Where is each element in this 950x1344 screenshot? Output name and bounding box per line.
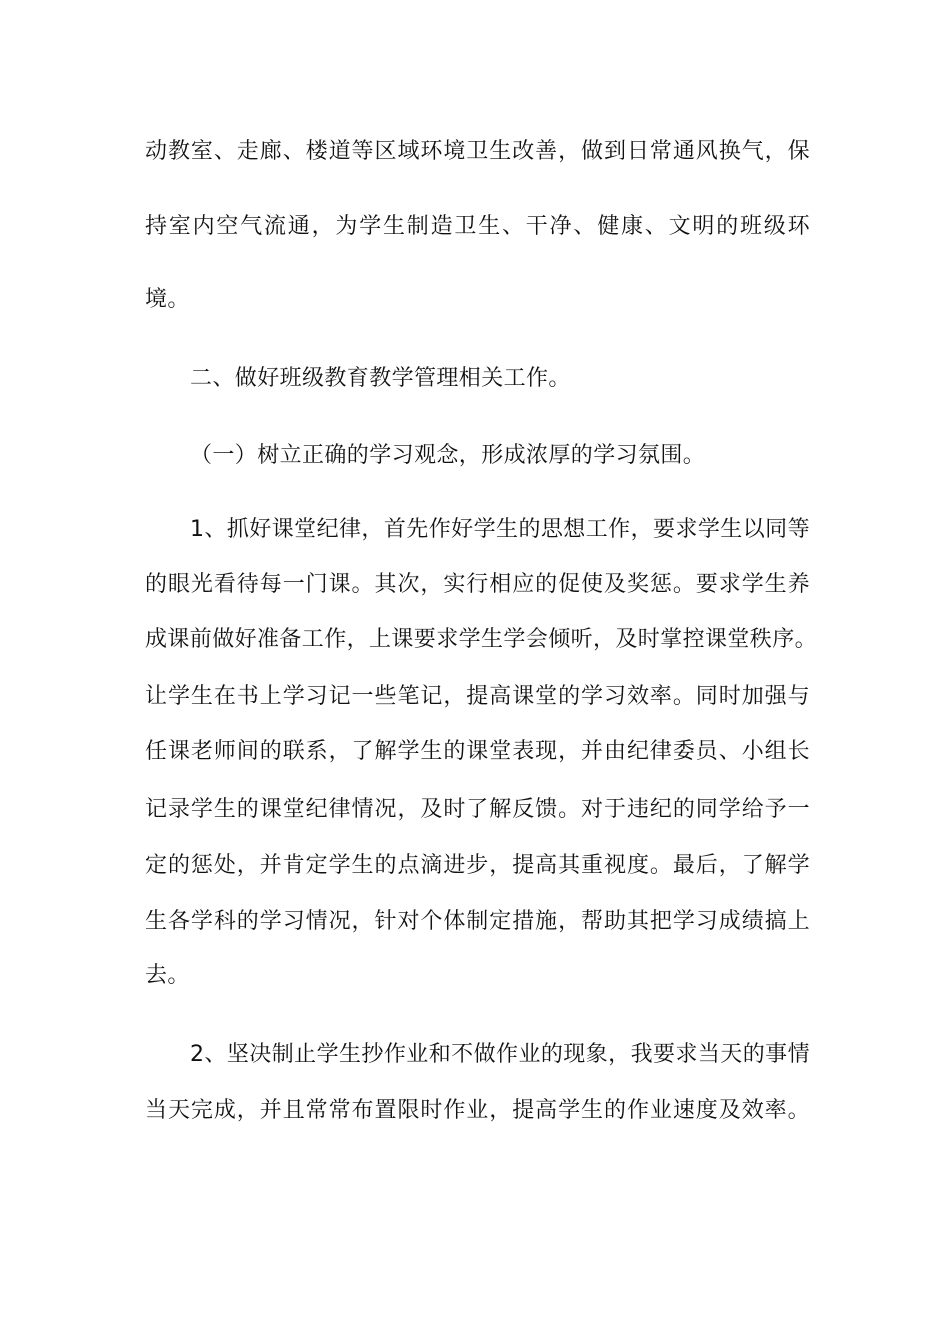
paragraph-line: 1、抓好课堂纪律，首先作好学生的思想工作，要求学生以同等 [190, 517, 810, 542]
paragraph-line: 定的惩处，并肯定学生的点滴进步，提高其重视度。最后，了解学 [145, 853, 810, 878]
paragraph-line: 当天完成，并且常常布置限时作业，提高学生的作业速度及效率。 [145, 1098, 810, 1123]
paragraph-line: 记录学生的课堂纪律情况，及时了解反馈。对于违纪的同学给予一 [145, 797, 810, 822]
paragraph-line: 成课前做好准备工作，上课要求学生学会倾听，及时掌控课堂秩序。 [145, 627, 818, 652]
paragraph-line: 持室内空气流通，为学生制造卫生、干净、健康、文明的班级环 [145, 214, 810, 239]
paragraph-line: 境。 [145, 287, 190, 312]
paragraph-line: 任课老师间的联系，了解学生的课堂表现，并由纪律委员、小组长 [145, 739, 810, 764]
paragraph-line: 去。 [145, 963, 190, 988]
paragraph-line: 让学生在书上学习记一些笔记，提高课堂的学习效率。同时加强与 [145, 684, 810, 709]
section-heading: 二、做好班级教育教学管理相关工作。 [190, 366, 571, 391]
paragraph-line: 生各学科的学习情况，针对个体制定措施，帮助其把学习成绩搞上 [145, 909, 810, 934]
paragraph-line: 的眼光看待每一门课。其次，实行相应的促使及奖惩。要求学生养 [145, 572, 810, 597]
paragraph-line: 2、坚决制止学生抄作业和不做作业的现象，我要求当天的事情 [190, 1042, 810, 1067]
paragraph-line: 动教室、走廊、楼道等区域环境卫生改善，做到日常通风换气，保 [145, 139, 810, 164]
subsection-heading: （一）树立正确的学习观念，形成浓厚的学习氛围。 [190, 443, 706, 468]
